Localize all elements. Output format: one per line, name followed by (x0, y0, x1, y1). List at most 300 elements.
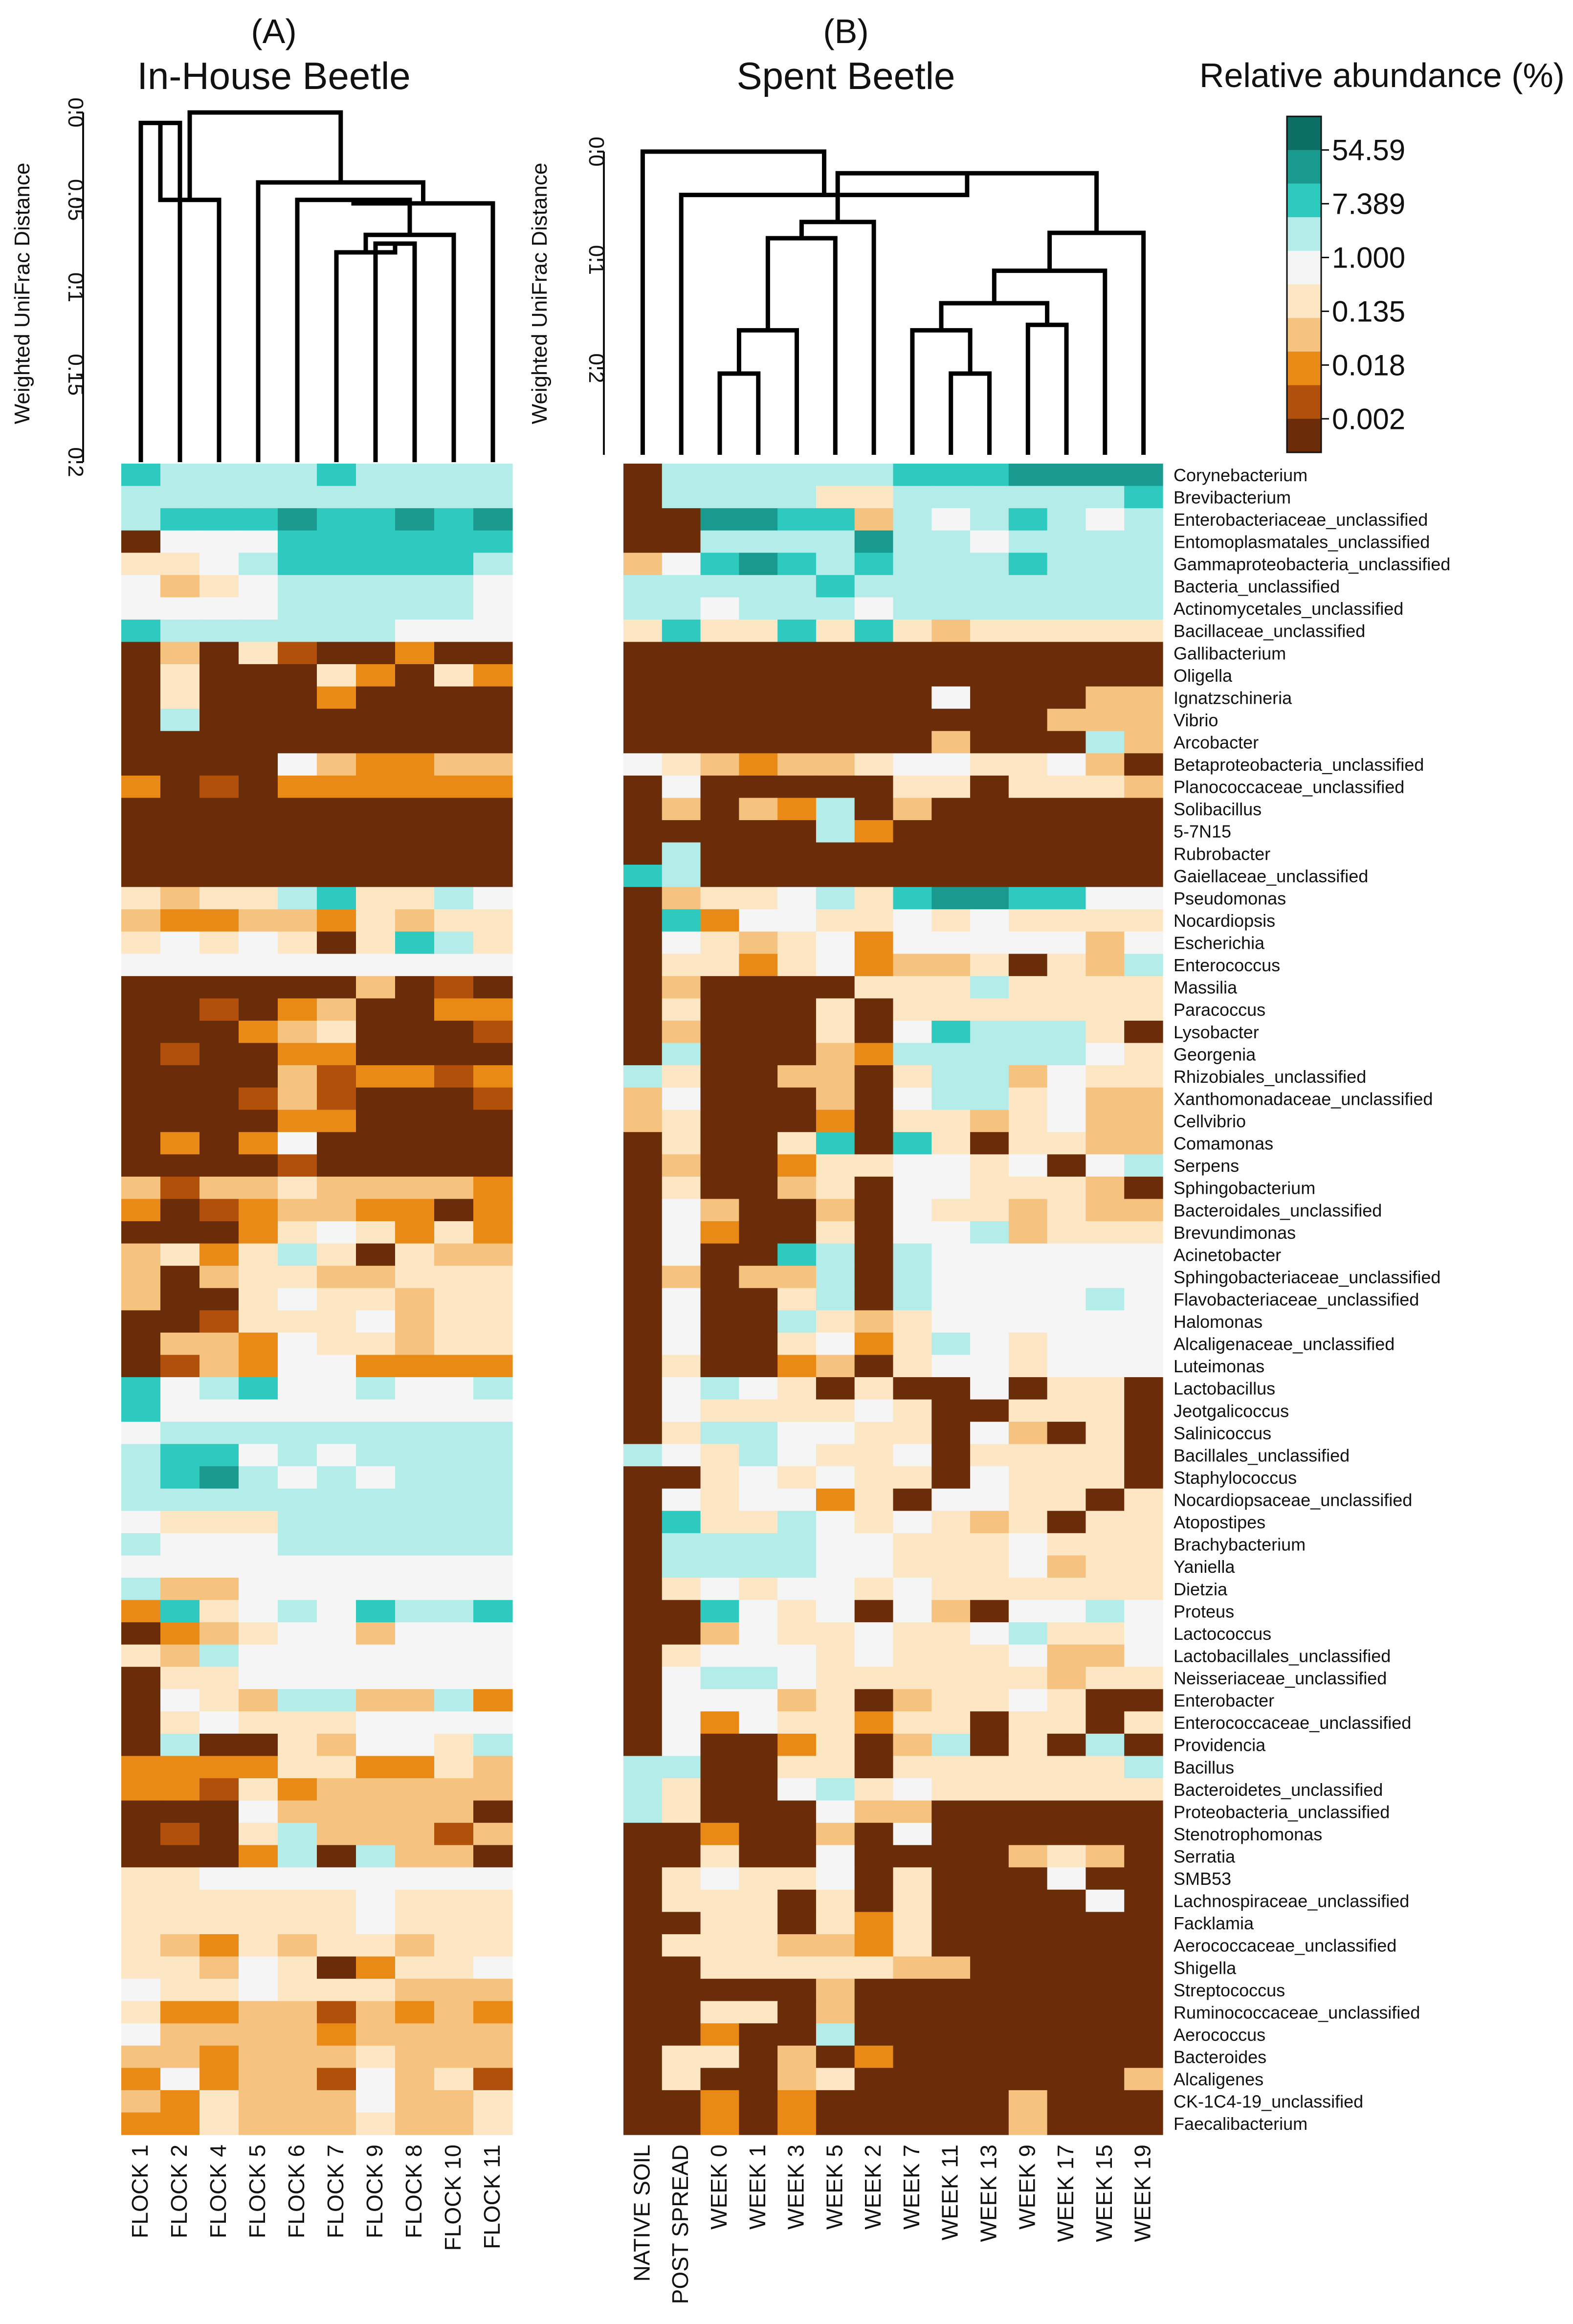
heatmap-cell (855, 1466, 893, 1489)
heatmap-cell (777, 2023, 816, 2046)
heatmap-cell (160, 932, 200, 954)
heatmap-cell (160, 1466, 200, 1489)
heatmap-cell (739, 1912, 777, 1934)
heatmap-cell (970, 1845, 1009, 1868)
heatmap-cell (662, 642, 701, 664)
heatmap-cell (701, 1266, 739, 1288)
heatmap-cell (356, 2001, 396, 2024)
dendrogram-branch (739, 330, 797, 455)
genus-label: Actinomycetales_unclassified (1174, 599, 1404, 619)
heatmap-cell (239, 486, 278, 509)
heatmap-cell (970, 2046, 1009, 2068)
heatmap-cell (199, 798, 239, 820)
heatmap-cell (199, 2023, 239, 2046)
heatmap-cell (1009, 1199, 1047, 1221)
heatmap-cell (701, 1555, 739, 1578)
heatmap-cell (199, 1110, 239, 1132)
heatmap-cell (278, 820, 317, 843)
heatmap-cell (121, 1288, 161, 1311)
heatmap-cell (777, 1578, 816, 1600)
heatmap-cell (1086, 820, 1124, 843)
heatmap-cell (317, 664, 356, 687)
heatmap-cell (1047, 508, 1086, 531)
heatmap-cell (160, 1444, 200, 1467)
heatmap-cell (356, 1355, 396, 1377)
heatmap-cell (121, 1355, 161, 1377)
heatmap-cell (1009, 1689, 1047, 1712)
heatmap-cell (1047, 887, 1086, 910)
heatmap-cell (317, 597, 356, 620)
heatmap-cell (816, 1088, 855, 1110)
y-tick-label: 0.2 (584, 353, 608, 383)
genus-label: Proteobacteria_unclassified (1174, 1802, 1390, 1822)
heatmap-cell (121, 597, 161, 620)
heatmap-cell (1086, 1422, 1124, 1444)
heatmap-cell (893, 1444, 932, 1467)
heatmap-cell (317, 1645, 356, 1667)
heatmap-cell (239, 687, 278, 709)
heatmap-cell (239, 1578, 278, 1600)
heatmap-cell (434, 664, 474, 687)
heatmap-cell (395, 1689, 435, 1712)
heatmap-cell (1009, 597, 1047, 620)
heatmap-cell (278, 1912, 317, 1934)
heatmap-cell (395, 1934, 435, 1957)
heatmap-cell (473, 1288, 513, 1311)
heatmap-cell (777, 642, 816, 664)
heatmap-cell (434, 1288, 474, 1311)
heatmap-cell (317, 1890, 356, 1912)
heatmap-cell (739, 531, 777, 553)
heatmap-cell (356, 1288, 396, 1311)
heatmap-cell (816, 464, 855, 486)
heatmap-cell (160, 1154, 200, 1177)
heatmap-cell (278, 464, 317, 486)
heatmap-cell (473, 2023, 513, 2046)
heatmap-cell (395, 1065, 435, 1088)
heatmap-cell (434, 1622, 474, 1645)
heatmap-cell (356, 620, 396, 642)
heatmap-cell (395, 464, 435, 486)
y-tick-label: 0.05 (64, 179, 88, 221)
heatmap-cell (278, 1778, 317, 1801)
heatmap-cell (931, 464, 970, 486)
heatmap-cell (121, 1177, 161, 1199)
heatmap-cell (278, 1043, 317, 1066)
heatmap-cell (816, 597, 855, 620)
heatmap-cell (1086, 620, 1124, 642)
heatmap-cell (356, 575, 396, 598)
heatmap-cell (160, 820, 200, 843)
heatmap-cell (434, 1734, 474, 1756)
genus-label: Brevundimonas (1174, 1222, 1296, 1243)
genus-label: Flavobacteriaceae_unclassified (1174, 1289, 1419, 1310)
heatmap-cell (121, 1645, 161, 1667)
heatmap-cell (278, 620, 317, 642)
heatmap-cell (701, 1756, 739, 1778)
heatmap-cell (970, 909, 1009, 932)
heatmap-cell (739, 820, 777, 843)
heatmap-cell (1086, 1957, 1124, 1979)
heatmap-cell (1009, 1845, 1047, 1868)
heatmap-cell (701, 1689, 739, 1712)
heatmap-cell (893, 1377, 932, 1400)
heatmap-cell (1086, 1934, 1124, 1957)
genus-label: Bacteroidales_unclassified (1174, 1200, 1382, 1221)
heatmap-cell (473, 1244, 513, 1266)
heatmap-cell (395, 1244, 435, 1266)
heatmap-cell (777, 664, 816, 687)
heatmap-cell (893, 2023, 932, 2046)
heatmap-cell (701, 486, 739, 509)
heatmap-cell (121, 954, 161, 976)
heatmap-cell (473, 1823, 513, 1845)
heatmap-cell (239, 843, 278, 865)
heatmap-cell (816, 820, 855, 843)
heatmap-cell (1124, 843, 1163, 865)
heatmap-cell (623, 1645, 662, 1667)
heatmap-cell (1086, 709, 1124, 731)
heatmap-cell (893, 1310, 932, 1333)
heatmap-cell (855, 843, 893, 865)
heatmap-cell (160, 1734, 200, 1756)
heatmap-cell (1047, 1310, 1086, 1333)
heatmap-cell (239, 1778, 278, 1801)
heatmap-cell (662, 709, 701, 731)
panel-b-y-axis-title: Weighted UniFrac Distance (528, 162, 552, 425)
heatmap-cell (1124, 1778, 1163, 1801)
heatmap-cell (239, 1310, 278, 1333)
heatmap-cell (278, 1645, 317, 1667)
heatmap-cell (816, 2023, 855, 2046)
heatmap-cell (1124, 575, 1163, 598)
heatmap-cell (970, 531, 1009, 553)
heatmap-cell (1124, 1533, 1163, 1556)
heatmap-cell (278, 1578, 317, 1600)
dendrogram-branch (258, 182, 423, 462)
heatmap-cell (121, 1377, 161, 1400)
heatmap-cell (1086, 1021, 1124, 1043)
heatmap-cell (160, 753, 200, 776)
heatmap-cell (239, 1288, 278, 1311)
heatmap-cell (970, 798, 1009, 820)
heatmap-cell (473, 731, 513, 754)
heatmap-cell (662, 1867, 701, 1890)
heatmap-cell (893, 1823, 932, 1845)
heatmap-cell (1086, 531, 1124, 553)
heatmap-cell (356, 1734, 396, 1756)
heatmap-cell (1124, 1600, 1163, 1623)
heatmap-cell (816, 2090, 855, 2113)
heatmap-cell (317, 753, 356, 776)
genus-label: Vibrio (1174, 710, 1219, 730)
heatmap-cell (278, 1511, 317, 1533)
heatmap-cell (239, 976, 278, 999)
heatmap-cell (278, 909, 317, 932)
heatmap-cell (855, 1177, 893, 1199)
heatmap-cell (473, 865, 513, 887)
heatmap-cell (739, 976, 777, 999)
heatmap-cell (855, 486, 893, 509)
heatmap-cell (239, 1845, 278, 1868)
heatmap-cell (356, 998, 396, 1021)
heatmap-cell (356, 865, 396, 887)
column-label: FLOCK 2 (166, 2145, 192, 2238)
heatmap-cell (434, 687, 474, 709)
heatmap-cell (777, 508, 816, 531)
heatmap-cell (160, 1645, 200, 1667)
heatmap-cell (395, 1823, 435, 1845)
heatmap-cell (1124, 1689, 1163, 1712)
heatmap-cell (395, 2068, 435, 2090)
heatmap-cell (893, 753, 932, 776)
heatmap-cell (199, 2090, 239, 2113)
heatmap-cell (1047, 1177, 1086, 1199)
heatmap-cell (278, 753, 317, 776)
genus-label: Enterobacteriaceae_unclassified (1174, 509, 1428, 530)
genus-label: Arcobacter (1174, 732, 1259, 753)
heatmap-cell (278, 1266, 317, 1288)
heatmap-cell (1009, 1244, 1047, 1266)
heatmap-cell (239, 597, 278, 620)
heatmap-cell (970, 1622, 1009, 1645)
heatmap-cell (278, 597, 317, 620)
heatmap-cell (356, 932, 396, 954)
heatmap-cell (623, 2023, 662, 2046)
heatmap-cell (701, 642, 739, 664)
heatmap-cell (239, 1801, 278, 1823)
heatmap-cell (931, 2023, 970, 2046)
heatmap-cell (1009, 1912, 1047, 1934)
heatmap-cell (317, 486, 356, 509)
heatmap-cell (199, 2001, 239, 2024)
heatmap-cell (970, 1154, 1009, 1177)
heatmap-cell (1124, 932, 1163, 954)
heatmap-cell (893, 976, 932, 999)
heatmap-cell (317, 508, 356, 531)
heatmap-cell (121, 2023, 161, 2046)
heatmap-cell (1124, 976, 1163, 999)
heatmap-cell (356, 1622, 396, 1645)
heatmap-cell (1086, 1065, 1124, 1088)
heatmap-cell (739, 1221, 777, 1244)
heatmap-cell (777, 1667, 816, 1689)
heatmap-cell (278, 575, 317, 598)
heatmap-cell (893, 2001, 932, 2024)
panel-a-title: In-House Beetle (137, 54, 411, 97)
heatmap-cell (931, 664, 970, 687)
heatmap-cell (473, 2090, 513, 2113)
heatmap-cell (777, 1890, 816, 1912)
heatmap-cell (1047, 2046, 1086, 2068)
heatmap-cell (893, 1266, 932, 1288)
heatmap-cell (395, 1645, 435, 1667)
heatmap-cell (662, 1533, 701, 1556)
heatmap-cell (701, 1778, 739, 1801)
heatmap-cell (777, 843, 816, 865)
heatmap-cell (278, 1154, 317, 1177)
heatmap-cell (473, 1957, 513, 1979)
heatmap-cell (1086, 1043, 1124, 1066)
heatmap-cell (1009, 464, 1047, 486)
panel-a-y-axis (64, 97, 88, 477)
heatmap-cell (160, 798, 200, 820)
heatmap-cell (777, 1221, 816, 1244)
heatmap-cell (777, 1511, 816, 1533)
heatmap-cell (970, 1823, 1009, 1845)
heatmap-cell (739, 1489, 777, 1511)
heatmap-cell (816, 1221, 855, 1244)
heatmap-cell (816, 1288, 855, 1311)
heatmap-cell (623, 642, 662, 664)
heatmap-cell (121, 843, 161, 865)
heatmap-cell (1086, 2068, 1124, 2090)
heatmap-cell (855, 2001, 893, 2024)
heatmap-cell (1009, 1979, 1047, 2001)
heatmap-cell (356, 1511, 396, 1533)
heatmap-cell (623, 486, 662, 509)
heatmap-cell (816, 2046, 855, 2068)
heatmap-cell (1009, 998, 1047, 1021)
heatmap-cell (239, 664, 278, 687)
heatmap-cell (239, 1110, 278, 1132)
heatmap-cell (160, 508, 200, 531)
dendrogram-branch (1028, 325, 1066, 455)
heatmap-cell (239, 1088, 278, 1110)
heatmap-cell (893, 1288, 932, 1311)
heatmap-cell (160, 1845, 200, 1868)
heatmap-cell (1124, 553, 1163, 575)
heatmap-cell (239, 1890, 278, 1912)
genus-label: Sphingobacterium (1174, 1178, 1316, 1198)
heatmap-cell (1047, 1711, 1086, 1734)
heatmap-cell (1009, 1622, 1047, 1645)
heatmap-cell (121, 1466, 161, 1489)
heatmap-cell (970, 1377, 1009, 1400)
heatmap-cell (739, 508, 777, 531)
heatmap-cell (1086, 2112, 1124, 2135)
heatmap-cell (739, 1957, 777, 1979)
heatmap-cell (739, 1466, 777, 1489)
heatmap-cell (1124, 1400, 1163, 1422)
heatmap-cell (1047, 1043, 1086, 1066)
heatmap-cell (931, 1288, 970, 1311)
heatmap-cell (855, 1154, 893, 1177)
heatmap-cell (970, 1355, 1009, 1377)
heatmap-cell (1086, 1979, 1124, 2001)
heatmap-cell (317, 2068, 356, 2090)
heatmap-cell (970, 1199, 1009, 1221)
heatmap-cell (239, 1333, 278, 1355)
heatmap-cell (777, 1867, 816, 1890)
heatmap-cell (855, 1444, 893, 1467)
column-label: WEEK 5 (821, 2145, 847, 2230)
heatmap-cell (356, 1979, 396, 2001)
genus-label: Gammaproteobacteria_unclassified (1174, 554, 1451, 574)
heatmap-cell (239, 909, 278, 932)
heatmap-cell (395, 1622, 435, 1645)
heatmap-cell (473, 1355, 513, 1377)
heatmap-cell (970, 1578, 1009, 1600)
heatmap-cell (395, 1177, 435, 1199)
dendrogram-branch (951, 374, 990, 455)
heatmap-cell (931, 1400, 970, 1422)
heatmap-cell (855, 1021, 893, 1043)
genus-label: CK-1C4-19_unclassified (1174, 2091, 1364, 2112)
heatmap-cell (701, 1110, 739, 1132)
heatmap-cell (356, 1555, 396, 1578)
y-tick-label: 0.1 (64, 272, 88, 303)
heatmap-cell (473, 1645, 513, 1667)
heatmap-cell (893, 1957, 932, 1979)
heatmap-cell (777, 1154, 816, 1177)
heatmap-cell (893, 575, 932, 598)
heatmap-cell (434, 1801, 474, 1823)
heatmap-cell (356, 1088, 396, 1110)
heatmap-cell (199, 575, 239, 598)
heatmap-cell (777, 1778, 816, 1801)
heatmap-cell (1086, 1511, 1124, 1533)
heatmap-cell (395, 1600, 435, 1623)
heatmap-cell (199, 1756, 239, 1778)
heatmap-cell (855, 1845, 893, 1868)
heatmap-cell (278, 932, 317, 954)
heatmap-cell (160, 1333, 200, 1355)
heatmap-cell (777, 954, 816, 976)
heatmap-cell (701, 1422, 739, 1444)
heatmap-cell (1124, 2112, 1163, 2135)
heatmap-cell (434, 865, 474, 887)
heatmap-cell (931, 1154, 970, 1177)
heatmap-cell (1047, 1890, 1086, 1912)
heatmap-cell (893, 820, 932, 843)
heatmap-cell (1047, 798, 1086, 820)
dendrogram-branch (297, 200, 410, 462)
heatmap-cell (473, 798, 513, 820)
heatmap-cell (931, 865, 970, 887)
heatmap-cell (739, 1734, 777, 1756)
heatmap-cell (1124, 664, 1163, 687)
heatmap-cell (278, 798, 317, 820)
heatmap-cell (739, 1132, 777, 1155)
heatmap-cell (317, 1288, 356, 1311)
heatmap-cell (739, 2090, 777, 2113)
heatmap-cell (701, 709, 739, 731)
heatmap-cell (816, 865, 855, 887)
heatmap-cell (278, 664, 317, 687)
heatmap-cell (160, 1511, 200, 1533)
heatmap-cell (395, 1154, 435, 1177)
heatmap-cell (121, 1957, 161, 1979)
genus-label: Lachnospiraceae_unclassified (1174, 1891, 1410, 1911)
heatmap-cell (473, 1912, 513, 1934)
heatmap-cell (1047, 1778, 1086, 1801)
heatmap-cell (1009, 1377, 1047, 1400)
heatmap-cell (1009, 954, 1047, 976)
heatmap-cell (199, 553, 239, 575)
heatmap-cell (970, 954, 1009, 976)
heatmap-cell (623, 932, 662, 954)
heatmap-cell (816, 1801, 855, 1823)
heatmap-cell (121, 976, 161, 999)
heatmap-cell (816, 998, 855, 1021)
heatmap-cell (199, 731, 239, 754)
heatmap-cell (855, 597, 893, 620)
heatmap-cell (1124, 1645, 1163, 1667)
heatmap-cell (160, 865, 200, 887)
heatmap-cell (855, 954, 893, 976)
heatmap-cell (701, 1065, 739, 1088)
